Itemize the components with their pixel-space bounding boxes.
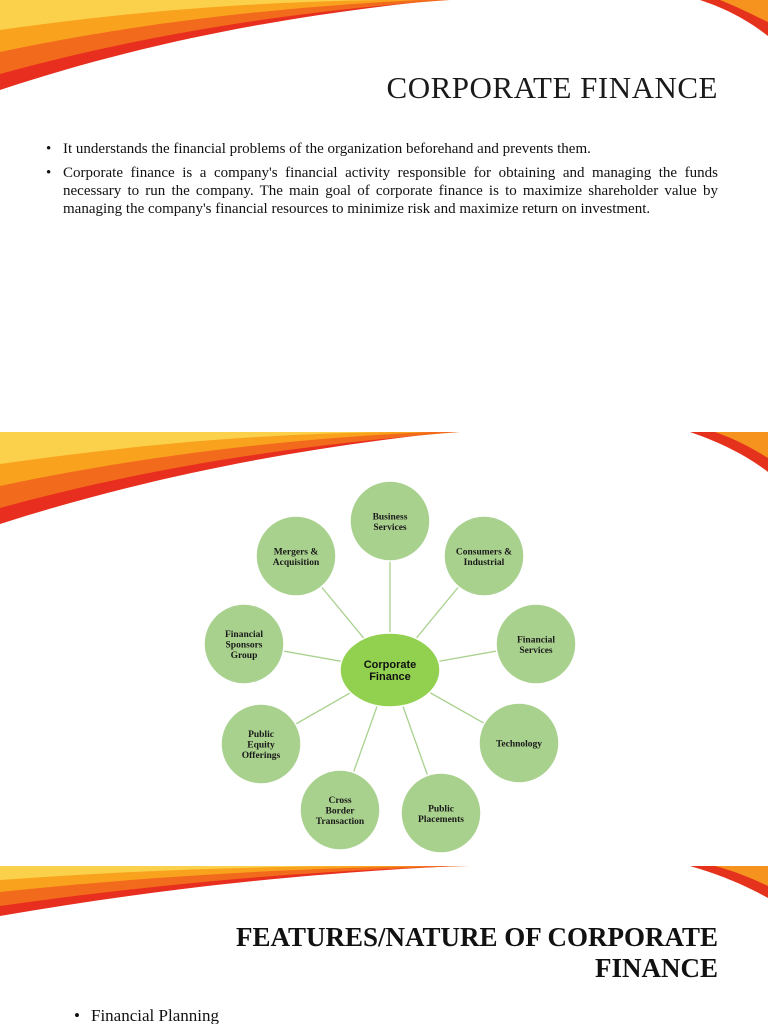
- diagram-node: [444, 516, 524, 596]
- diagram-node: [401, 773, 481, 853]
- slide-features: [0, 866, 768, 1024]
- bullet-list: [74, 1006, 219, 1024]
- node-label: Industrial: [463, 557, 505, 568]
- node-label: Cross: [328, 796, 352, 806]
- diagram-node: [350, 481, 430, 561]
- node-label: Technology: [495, 739, 543, 750]
- node-label: Acquisition: [272, 557, 320, 568]
- slide-title: [158, 922, 718, 984]
- node-label: Business: [372, 512, 408, 523]
- title-line: FEATURES/NATURE OF CORPORATE: [235, 922, 718, 952]
- node-label: Placements: [418, 814, 464, 825]
- bullet-item: [74, 1006, 219, 1024]
- node-label: Border: [325, 806, 355, 817]
- center-node: [340, 633, 440, 707]
- node-label: Group: [230, 651, 258, 661]
- slide-title: CORPORATE FINANCE: [386, 70, 718, 105]
- node-label: Transaction: [315, 817, 365, 827]
- node-label: Public: [428, 804, 454, 815]
- bullet-marker: •: [74, 1006, 80, 1024]
- bullet-item: [46, 164, 718, 218]
- diagram-node: [496, 604, 576, 684]
- center-label: Finance: [369, 671, 411, 683]
- node-label: Consumers &: [455, 547, 513, 558]
- node-label: Services: [373, 522, 407, 533]
- diagram-node: [256, 516, 336, 596]
- slide-corporate-finance: [0, 0, 768, 432]
- node-label: Mergers &: [273, 547, 319, 558]
- bullet-marker: •: [46, 165, 52, 181]
- node-label: Financial: [516, 635, 556, 646]
- bullet-text: It understands the financial problems of the organization beforehand and prevents them.: [63, 141, 591, 157]
- diagram-node: [221, 704, 301, 784]
- bullet-list: [46, 140, 718, 224]
- node-label: Offerings: [241, 751, 281, 761]
- node-label: Services: [519, 645, 553, 656]
- bullet-text: Corporate finance is a company's financial activity responsible for obtaining and managing the funds necessary to run the company. The main goal of corporate finance is to maximize shareholder value by managing the company's financial resources to minimize risk and maximize return on investment.: [63, 165, 718, 217]
- node-label: Equity: [247, 740, 275, 751]
- diagram-node: [300, 770, 380, 850]
- diagram-node: [479, 703, 559, 783]
- bullet-marker: •: [46, 141, 52, 157]
- bullet-item: [46, 140, 718, 158]
- decorative-swoosh: [0, 866, 768, 916]
- hub-spoke-diagram: [0, 432, 768, 866]
- bullet-text: Financial Planning: [91, 1006, 219, 1024]
- diagram-node: [204, 604, 284, 684]
- node-label: Financial: [224, 630, 264, 640]
- center-label: Corporate: [363, 659, 417, 671]
- node-label: Public: [248, 730, 274, 740]
- title-line: FINANCE: [594, 953, 718, 983]
- slide-corporate-finance-diagram: [0, 432, 768, 866]
- node-label: Sponsors: [225, 640, 263, 651]
